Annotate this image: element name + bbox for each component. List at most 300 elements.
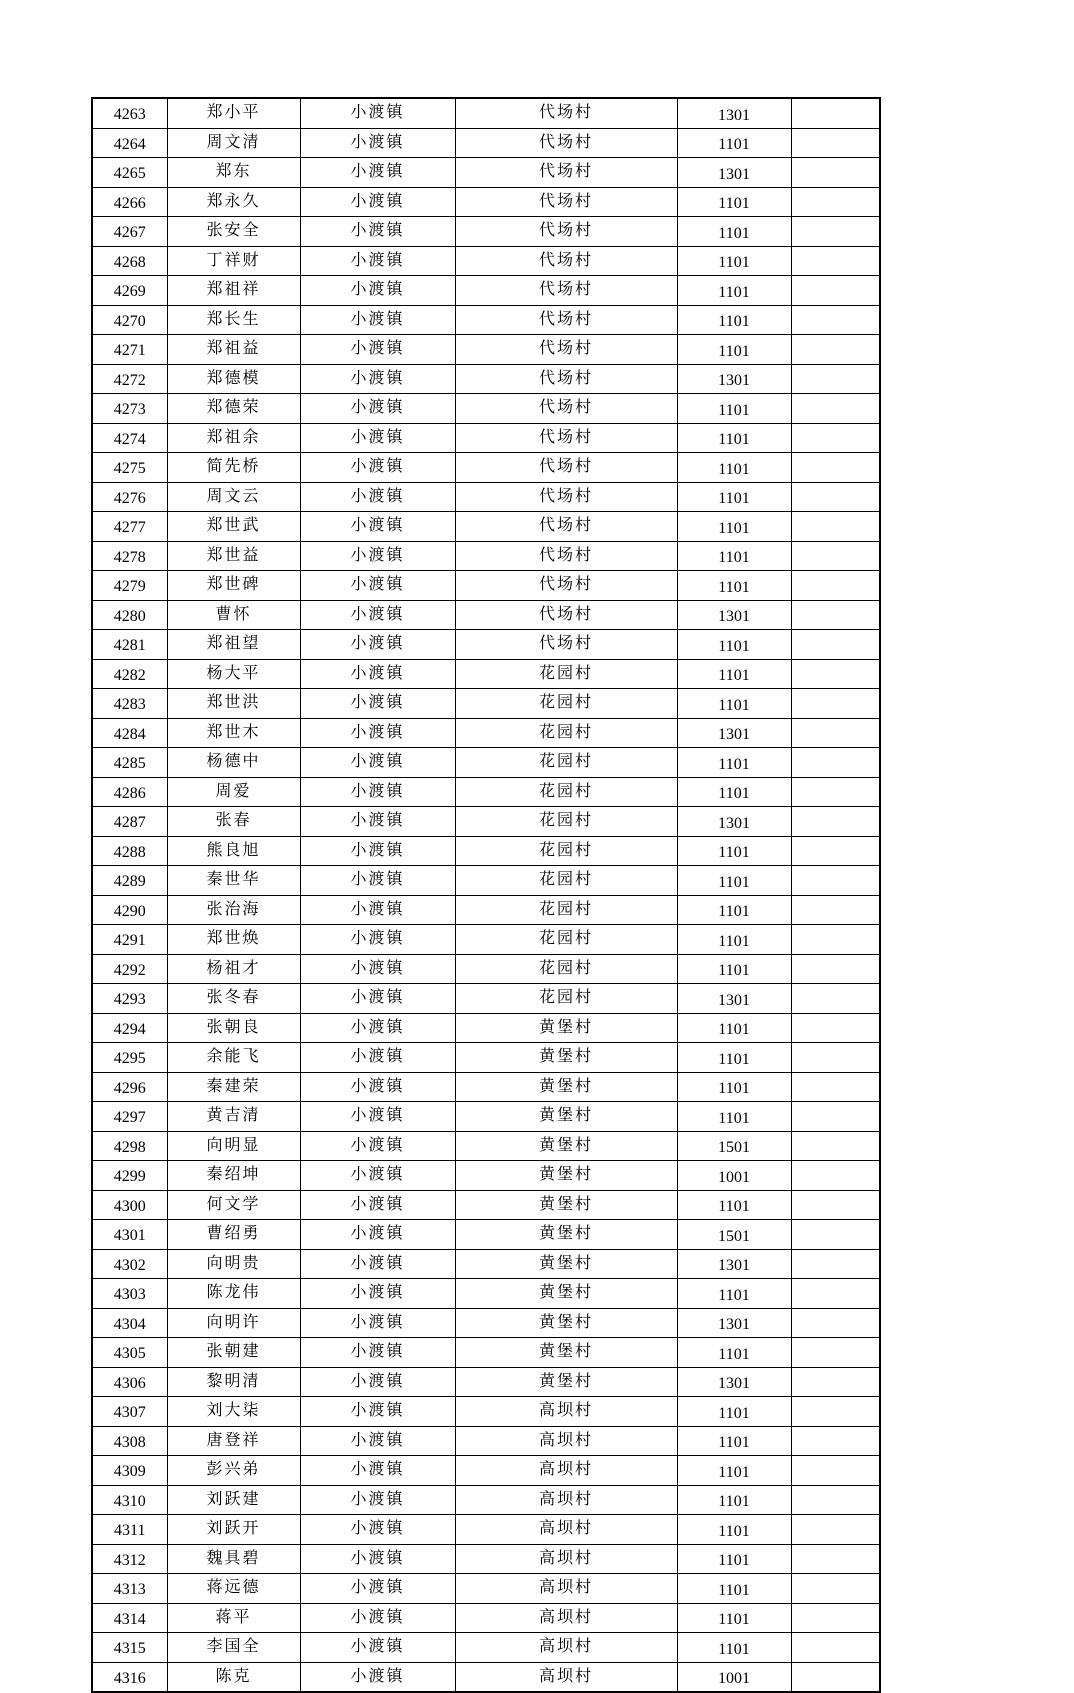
table-row bbox=[92, 305, 880, 335]
village-cell: 代场村 bbox=[455, 276, 677, 306]
town-cell: 小渡镇 bbox=[300, 1544, 455, 1574]
town-cell: 小渡镇 bbox=[300, 807, 455, 837]
code-cell: 1101 bbox=[677, 335, 791, 365]
code-cell: 1101 bbox=[677, 1279, 791, 1309]
note-cell bbox=[791, 571, 880, 601]
table-row bbox=[92, 984, 880, 1014]
code-cell: 1301 bbox=[677, 718, 791, 748]
town-cell: 小渡镇 bbox=[300, 423, 455, 453]
table-row bbox=[92, 1515, 880, 1545]
table-row bbox=[92, 335, 880, 365]
code-cell: 1101 bbox=[677, 1633, 791, 1663]
table-row bbox=[92, 1013, 880, 1043]
town-cell: 小渡镇 bbox=[300, 394, 455, 424]
person-name-cell: 张春 bbox=[167, 807, 300, 837]
note-cell bbox=[791, 1308, 880, 1338]
town-cell: 小渡镇 bbox=[300, 276, 455, 306]
code-cell: 1101 bbox=[677, 1013, 791, 1043]
note-cell bbox=[791, 1426, 880, 1456]
town-cell: 小渡镇 bbox=[300, 128, 455, 158]
row-number-cell: 4286 bbox=[92, 777, 167, 807]
town-cell: 小渡镇 bbox=[300, 1397, 455, 1427]
row-number-cell: 4312 bbox=[92, 1544, 167, 1574]
table-row bbox=[92, 1456, 880, 1486]
note-cell bbox=[791, 748, 880, 778]
row-number-cell: 4287 bbox=[92, 807, 167, 837]
table-row bbox=[92, 571, 880, 601]
village-cell: 黄堡村 bbox=[455, 1161, 677, 1191]
person-name-cell: 郑世益 bbox=[167, 541, 300, 571]
table-row bbox=[92, 128, 880, 158]
person-name-cell: 郑祖余 bbox=[167, 423, 300, 453]
person-name-cell: 向明显 bbox=[167, 1131, 300, 1161]
row-number-cell: 4310 bbox=[92, 1485, 167, 1515]
town-cell: 小渡镇 bbox=[300, 1662, 455, 1692]
table-row bbox=[92, 1603, 880, 1633]
table-row bbox=[92, 1279, 880, 1309]
person-name-cell: 周文清 bbox=[167, 128, 300, 158]
village-cell: 花园村 bbox=[455, 866, 677, 896]
person-name-cell: 郑祖益 bbox=[167, 335, 300, 365]
code-cell: 1301 bbox=[677, 158, 791, 188]
person-name-cell: 张朝建 bbox=[167, 1338, 300, 1368]
table-row bbox=[92, 98, 880, 128]
row-number-cell: 4268 bbox=[92, 246, 167, 276]
person-name-cell: 张治海 bbox=[167, 895, 300, 925]
town-cell: 小渡镇 bbox=[300, 187, 455, 217]
row-number-cell: 4283 bbox=[92, 689, 167, 719]
row-number-cell: 4288 bbox=[92, 836, 167, 866]
row-number-cell: 4274 bbox=[92, 423, 167, 453]
table-row bbox=[92, 1220, 880, 1250]
person-name-cell: 李国全 bbox=[167, 1633, 300, 1663]
note-cell bbox=[791, 1102, 880, 1132]
village-cell: 花园村 bbox=[455, 807, 677, 837]
code-cell: 1101 bbox=[677, 1574, 791, 1604]
town-cell: 小渡镇 bbox=[300, 718, 455, 748]
person-name-cell: 蒋远德 bbox=[167, 1574, 300, 1604]
person-name-cell: 陈克 bbox=[167, 1662, 300, 1692]
person-name-cell: 郑永久 bbox=[167, 187, 300, 217]
code-cell: 1101 bbox=[677, 630, 791, 660]
person-name-cell: 曹怀 bbox=[167, 600, 300, 630]
village-cell: 高坝村 bbox=[455, 1485, 677, 1515]
table-row bbox=[92, 777, 880, 807]
code-cell: 1101 bbox=[677, 1338, 791, 1368]
code-cell: 1301 bbox=[677, 1367, 791, 1397]
note-cell bbox=[791, 98, 880, 128]
row-number-cell: 4291 bbox=[92, 925, 167, 955]
note-cell bbox=[791, 482, 880, 512]
note-cell bbox=[791, 1072, 880, 1102]
town-cell: 小渡镇 bbox=[300, 512, 455, 542]
town-cell: 小渡镇 bbox=[300, 836, 455, 866]
table-row bbox=[92, 1043, 880, 1073]
village-cell: 花园村 bbox=[455, 777, 677, 807]
person-name-cell: 郑祖望 bbox=[167, 630, 300, 660]
table-row bbox=[92, 1367, 880, 1397]
note-cell bbox=[791, 305, 880, 335]
table-row bbox=[92, 807, 880, 837]
village-cell: 花园村 bbox=[455, 659, 677, 689]
row-number-cell: 4276 bbox=[92, 482, 167, 512]
note-cell bbox=[791, 659, 880, 689]
person-name-cell: 魏具碧 bbox=[167, 1544, 300, 1574]
village-cell: 花园村 bbox=[455, 748, 677, 778]
town-cell: 小渡镇 bbox=[300, 895, 455, 925]
note-cell bbox=[791, 1574, 880, 1604]
town-cell: 小渡镇 bbox=[300, 1308, 455, 1338]
village-cell: 高坝村 bbox=[455, 1515, 677, 1545]
row-number-cell: 4272 bbox=[92, 364, 167, 394]
town-cell: 小渡镇 bbox=[300, 482, 455, 512]
row-number-cell: 4298 bbox=[92, 1131, 167, 1161]
note-cell bbox=[791, 954, 880, 984]
row-number-cell: 4265 bbox=[92, 158, 167, 188]
village-cell: 代场村 bbox=[455, 305, 677, 335]
row-number-cell: 4299 bbox=[92, 1161, 167, 1191]
table-row bbox=[92, 246, 880, 276]
person-name-cell: 秦世华 bbox=[167, 866, 300, 896]
village-cell: 代场村 bbox=[455, 453, 677, 483]
village-cell: 黄堡村 bbox=[455, 1072, 677, 1102]
code-cell: 1301 bbox=[677, 364, 791, 394]
code-cell: 1501 bbox=[677, 1220, 791, 1250]
town-cell: 小渡镇 bbox=[300, 984, 455, 1014]
town-cell: 小渡镇 bbox=[300, 925, 455, 955]
village-cell: 代场村 bbox=[455, 187, 677, 217]
table-row bbox=[92, 187, 880, 217]
row-number-cell: 4293 bbox=[92, 984, 167, 1014]
note-cell bbox=[791, 1190, 880, 1220]
code-cell: 1301 bbox=[677, 1308, 791, 1338]
table-row bbox=[92, 217, 880, 247]
table-row bbox=[92, 512, 880, 542]
note-cell bbox=[791, 807, 880, 837]
code-cell: 1101 bbox=[677, 1603, 791, 1633]
town-cell: 小渡镇 bbox=[300, 689, 455, 719]
person-name-cell: 蒋平 bbox=[167, 1603, 300, 1633]
person-name-cell: 简先桥 bbox=[167, 453, 300, 483]
note-cell bbox=[791, 1633, 880, 1663]
person-name-cell: 熊良旭 bbox=[167, 836, 300, 866]
row-number-cell: 4302 bbox=[92, 1249, 167, 1279]
row-number-cell: 4285 bbox=[92, 748, 167, 778]
village-cell: 黄堡村 bbox=[455, 1190, 677, 1220]
code-cell: 1301 bbox=[677, 1249, 791, 1279]
person-name-cell: 刘跃开 bbox=[167, 1515, 300, 1545]
note-cell bbox=[791, 689, 880, 719]
row-number-cell: 4267 bbox=[92, 217, 167, 247]
note-cell bbox=[791, 984, 880, 1014]
town-cell: 小渡镇 bbox=[300, 1043, 455, 1073]
row-number-cell: 4273 bbox=[92, 394, 167, 424]
note-cell bbox=[791, 158, 880, 188]
row-number-cell: 4311 bbox=[92, 1515, 167, 1545]
table-row bbox=[92, 1190, 880, 1220]
table-row bbox=[92, 1338, 880, 1368]
person-name-cell: 刘跃建 bbox=[167, 1485, 300, 1515]
note-cell bbox=[791, 1131, 880, 1161]
row-number-cell: 4308 bbox=[92, 1426, 167, 1456]
person-name-cell: 刘大柒 bbox=[167, 1397, 300, 1427]
village-cell: 黄堡村 bbox=[455, 1220, 677, 1250]
village-cell: 高坝村 bbox=[455, 1456, 677, 1486]
row-number-cell: 4263 bbox=[92, 98, 167, 128]
town-cell: 小渡镇 bbox=[300, 541, 455, 571]
table-row bbox=[92, 158, 880, 188]
row-number-cell: 4275 bbox=[92, 453, 167, 483]
village-cell: 高坝村 bbox=[455, 1662, 677, 1692]
person-name-cell: 向明许 bbox=[167, 1308, 300, 1338]
village-cell: 代场村 bbox=[455, 128, 677, 158]
person-name-cell: 郑东 bbox=[167, 158, 300, 188]
town-cell: 小渡镇 bbox=[300, 954, 455, 984]
code-cell: 1101 bbox=[677, 276, 791, 306]
village-cell: 代场村 bbox=[455, 512, 677, 542]
town-cell: 小渡镇 bbox=[300, 748, 455, 778]
village-cell: 代场村 bbox=[455, 600, 677, 630]
code-cell: 1101 bbox=[677, 128, 791, 158]
town-cell: 小渡镇 bbox=[300, 630, 455, 660]
town-cell: 小渡镇 bbox=[300, 305, 455, 335]
table-row bbox=[92, 1397, 880, 1427]
table-row bbox=[92, 1102, 880, 1132]
code-cell: 1001 bbox=[677, 1662, 791, 1692]
note-cell bbox=[791, 128, 880, 158]
row-number-cell: 4281 bbox=[92, 630, 167, 660]
note-cell bbox=[791, 394, 880, 424]
person-name-cell: 郑世木 bbox=[167, 718, 300, 748]
village-cell: 黄堡村 bbox=[455, 1279, 677, 1309]
row-number-cell: 4314 bbox=[92, 1603, 167, 1633]
town-cell: 小渡镇 bbox=[300, 1485, 455, 1515]
village-cell: 花园村 bbox=[455, 895, 677, 925]
code-cell: 1301 bbox=[677, 98, 791, 128]
code-cell: 1101 bbox=[677, 423, 791, 453]
town-cell: 小渡镇 bbox=[300, 335, 455, 365]
note-cell bbox=[791, 1544, 880, 1574]
code-cell: 1101 bbox=[677, 689, 791, 719]
note-cell bbox=[791, 1220, 880, 1250]
table-row bbox=[92, 866, 880, 896]
row-number-cell: 4278 bbox=[92, 541, 167, 571]
row-number-cell: 4290 bbox=[92, 895, 167, 925]
table-row bbox=[92, 1426, 880, 1456]
person-name-cell: 郑祖祥 bbox=[167, 276, 300, 306]
person-name-cell: 郑德模 bbox=[167, 364, 300, 394]
table-row bbox=[92, 1161, 880, 1191]
person-name-cell: 郑世焕 bbox=[167, 925, 300, 955]
row-number-cell: 4266 bbox=[92, 187, 167, 217]
town-cell: 小渡镇 bbox=[300, 453, 455, 483]
person-name-cell: 曹绍勇 bbox=[167, 1220, 300, 1250]
village-cell: 花园村 bbox=[455, 954, 677, 984]
person-name-cell: 郑世洪 bbox=[167, 689, 300, 719]
row-number-cell: 4277 bbox=[92, 512, 167, 542]
person-name-cell: 周文云 bbox=[167, 482, 300, 512]
table-row bbox=[92, 394, 880, 424]
note-cell bbox=[791, 1485, 880, 1515]
village-cell: 代场村 bbox=[455, 541, 677, 571]
town-cell: 小渡镇 bbox=[300, 364, 455, 394]
table-row bbox=[92, 1574, 880, 1604]
person-name-cell: 郑小平 bbox=[167, 98, 300, 128]
row-number-cell: 4284 bbox=[92, 718, 167, 748]
row-number-cell: 4294 bbox=[92, 1013, 167, 1043]
town-cell: 小渡镇 bbox=[300, 600, 455, 630]
table-row bbox=[92, 276, 880, 306]
table-row bbox=[92, 895, 880, 925]
table-row bbox=[92, 541, 880, 571]
row-number-cell: 4316 bbox=[92, 1662, 167, 1692]
note-cell bbox=[791, 1279, 880, 1309]
code-cell: 1101 bbox=[677, 217, 791, 247]
table-row bbox=[92, 689, 880, 719]
row-number-cell: 4297 bbox=[92, 1102, 167, 1132]
person-name-cell: 郑长生 bbox=[167, 305, 300, 335]
village-cell: 黄堡村 bbox=[455, 1043, 677, 1073]
town-cell: 小渡镇 bbox=[300, 217, 455, 247]
table-row bbox=[92, 1131, 880, 1161]
village-cell: 花园村 bbox=[455, 718, 677, 748]
village-cell: 代场村 bbox=[455, 246, 677, 276]
row-number-cell: 4289 bbox=[92, 866, 167, 896]
village-cell: 代场村 bbox=[455, 158, 677, 188]
person-name-cell: 丁祥财 bbox=[167, 246, 300, 276]
table-row bbox=[92, 453, 880, 483]
town-cell: 小渡镇 bbox=[300, 1013, 455, 1043]
note-cell bbox=[791, 1338, 880, 1368]
town-cell: 小渡镇 bbox=[300, 1190, 455, 1220]
village-cell: 花园村 bbox=[455, 984, 677, 1014]
village-cell: 花园村 bbox=[455, 836, 677, 866]
note-cell bbox=[791, 1456, 880, 1486]
note-cell bbox=[791, 453, 880, 483]
record-table bbox=[91, 97, 881, 1693]
note-cell bbox=[791, 1013, 880, 1043]
town-cell: 小渡镇 bbox=[300, 1603, 455, 1633]
row-number-cell: 4292 bbox=[92, 954, 167, 984]
code-cell: 1101 bbox=[677, 659, 791, 689]
table-row bbox=[92, 482, 880, 512]
person-name-cell: 何文学 bbox=[167, 1190, 300, 1220]
town-cell: 小渡镇 bbox=[300, 1220, 455, 1250]
row-number-cell: 4269 bbox=[92, 276, 167, 306]
code-cell: 1101 bbox=[677, 925, 791, 955]
note-cell bbox=[791, 1603, 880, 1633]
note-cell bbox=[791, 541, 880, 571]
town-cell: 小渡镇 bbox=[300, 1102, 455, 1132]
person-name-cell: 彭兴弟 bbox=[167, 1456, 300, 1486]
row-number-cell: 4295 bbox=[92, 1043, 167, 1073]
town-cell: 小渡镇 bbox=[300, 1131, 455, 1161]
village-cell: 花园村 bbox=[455, 925, 677, 955]
person-name-cell: 陈龙伟 bbox=[167, 1279, 300, 1309]
code-cell: 1101 bbox=[677, 1485, 791, 1515]
town-cell: 小渡镇 bbox=[300, 1426, 455, 1456]
row-number-cell: 4315 bbox=[92, 1633, 167, 1663]
note-cell bbox=[791, 777, 880, 807]
row-number-cell: 4307 bbox=[92, 1397, 167, 1427]
row-number-cell: 4309 bbox=[92, 1456, 167, 1486]
person-name-cell: 杨大平 bbox=[167, 659, 300, 689]
town-cell: 小渡镇 bbox=[300, 1367, 455, 1397]
code-cell: 1101 bbox=[677, 1426, 791, 1456]
note-cell bbox=[791, 512, 880, 542]
note-cell bbox=[791, 866, 880, 896]
code-cell: 1101 bbox=[677, 1043, 791, 1073]
person-name-cell: 郑世碑 bbox=[167, 571, 300, 601]
note-cell bbox=[791, 1043, 880, 1073]
code-cell: 1101 bbox=[677, 394, 791, 424]
row-number-cell: 4306 bbox=[92, 1367, 167, 1397]
table-row bbox=[92, 423, 880, 453]
person-name-cell: 周爱 bbox=[167, 777, 300, 807]
town-cell: 小渡镇 bbox=[300, 98, 455, 128]
note-cell bbox=[791, 364, 880, 394]
code-cell: 1101 bbox=[677, 512, 791, 542]
town-cell: 小渡镇 bbox=[300, 659, 455, 689]
note-cell bbox=[791, 423, 880, 453]
person-name-cell: 秦建荣 bbox=[167, 1072, 300, 1102]
town-cell: 小渡镇 bbox=[300, 1072, 455, 1102]
table-row bbox=[92, 748, 880, 778]
village-cell: 黄堡村 bbox=[455, 1102, 677, 1132]
village-cell: 高坝村 bbox=[455, 1544, 677, 1574]
table-row bbox=[92, 1072, 880, 1102]
code-cell: 1101 bbox=[677, 866, 791, 896]
table-row bbox=[92, 659, 880, 689]
row-number-cell: 4304 bbox=[92, 1308, 167, 1338]
town-cell: 小渡镇 bbox=[300, 158, 455, 188]
table-row bbox=[92, 718, 880, 748]
code-cell: 1101 bbox=[677, 187, 791, 217]
note-cell bbox=[791, 718, 880, 748]
table-row bbox=[92, 630, 880, 660]
table-row bbox=[92, 954, 880, 984]
code-cell: 1101 bbox=[677, 1515, 791, 1545]
village-cell: 代场村 bbox=[455, 423, 677, 453]
code-cell: 1101 bbox=[677, 1102, 791, 1132]
village-cell: 黄堡村 bbox=[455, 1308, 677, 1338]
code-cell: 1101 bbox=[677, 1397, 791, 1427]
village-cell: 高坝村 bbox=[455, 1397, 677, 1427]
person-name-cell: 向明贵 bbox=[167, 1249, 300, 1279]
village-cell: 代场村 bbox=[455, 630, 677, 660]
village-cell: 代场村 bbox=[455, 217, 677, 247]
village-cell: 代场村 bbox=[455, 571, 677, 601]
town-cell: 小渡镇 bbox=[300, 777, 455, 807]
village-cell: 高坝村 bbox=[455, 1633, 677, 1663]
note-cell bbox=[791, 600, 880, 630]
row-number-cell: 4305 bbox=[92, 1338, 167, 1368]
table-row bbox=[92, 600, 880, 630]
person-name-cell: 张朝良 bbox=[167, 1013, 300, 1043]
table-row bbox=[92, 925, 880, 955]
person-name-cell: 秦绍坤 bbox=[167, 1161, 300, 1191]
row-number-cell: 4271 bbox=[92, 335, 167, 365]
code-cell: 1001 bbox=[677, 1161, 791, 1191]
table-row bbox=[92, 1633, 880, 1663]
note-cell bbox=[791, 1161, 880, 1191]
village-cell: 花园村 bbox=[455, 689, 677, 719]
village-cell: 代场村 bbox=[455, 364, 677, 394]
town-cell: 小渡镇 bbox=[300, 1515, 455, 1545]
code-cell: 1101 bbox=[677, 1072, 791, 1102]
note-cell bbox=[791, 1249, 880, 1279]
table-row bbox=[92, 1662, 880, 1692]
